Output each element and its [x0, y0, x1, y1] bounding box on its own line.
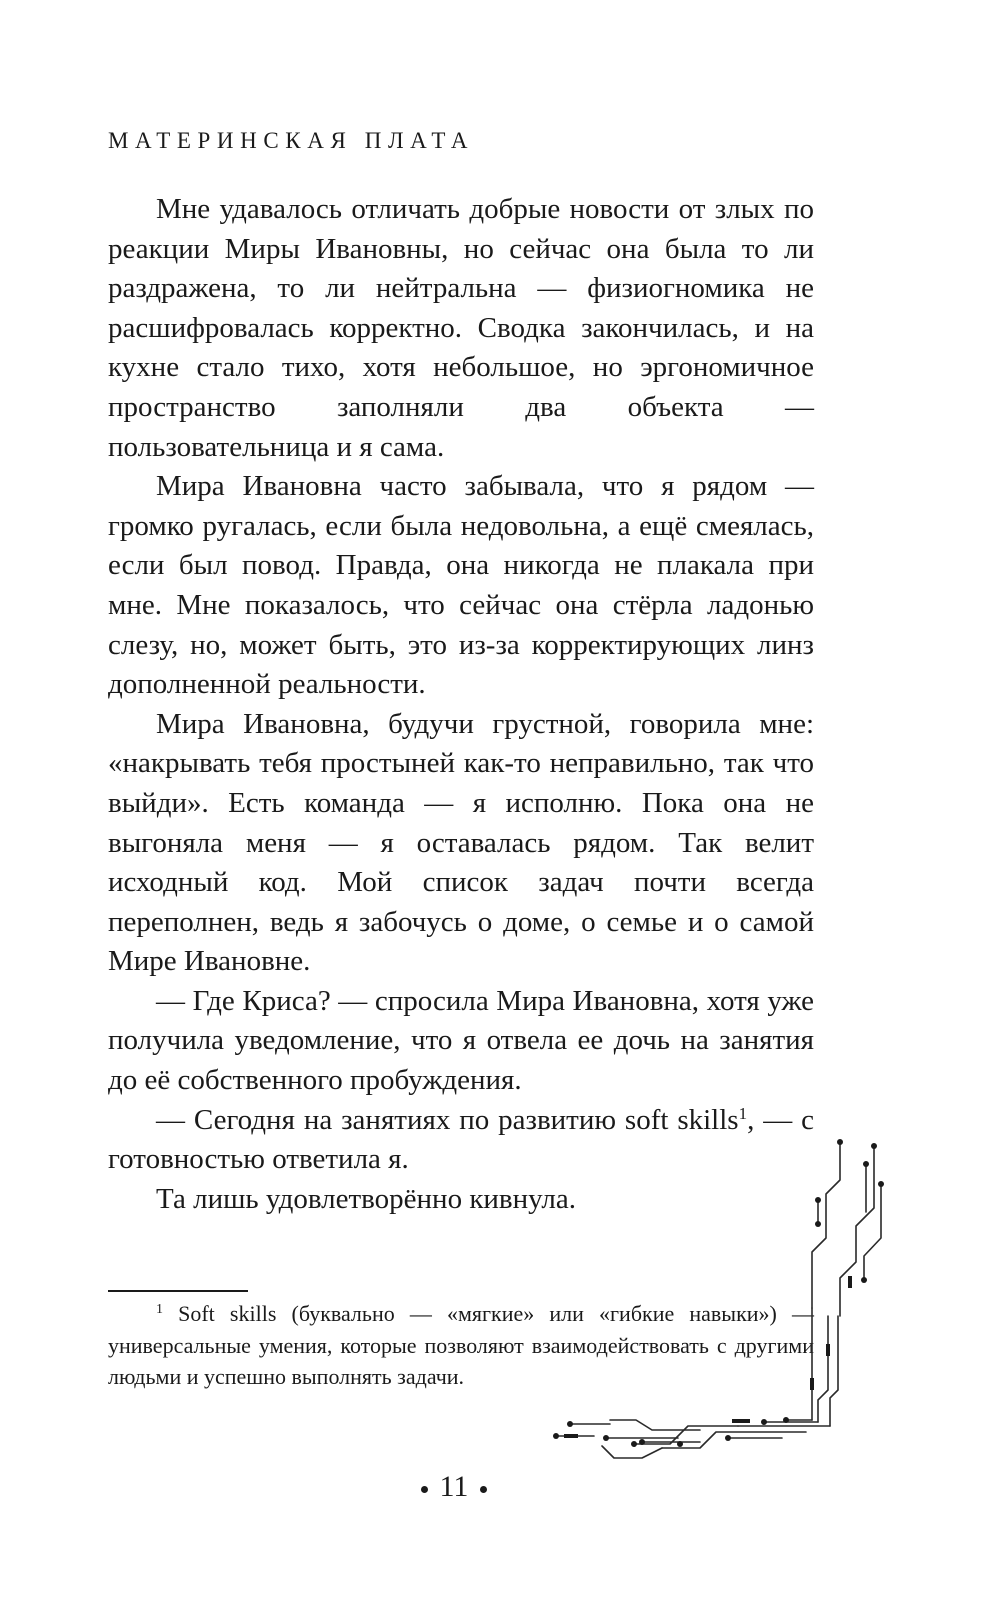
paragraph: — Где Криса? — спросила Мира Ивановна, хотя уже получила уведомление, что я отвела ее дочь на занятия до её собственного пробуждения. [108, 984, 814, 1097]
circuit-board-ornament [550, 1120, 920, 1500]
paragraph: Мне удавалось отличать добрые новости от злых по реакции Миры Ивановны, но сейчас она была то ли раздражена, то ли нейтральна — физиогномика не расшифровалась корректно. Сводка закончилась, и на кухне стало тихо, хотя небольшое, но эргономичное пространство заполняли два объекта — пользовательница и я сама. [108, 193, 814, 463]
body-text [108, 190, 814, 1219]
dialogue-text-end: , — с готовностью ответила я. [108, 1103, 814, 1176]
footnote-divider [108, 1290, 248, 1292]
folio-dot-left [421, 1486, 428, 1493]
footnote-reference: 1 [738, 1103, 748, 1123]
dialogue-text: — Сегодня на занятиях по развитию soft skills [156, 1103, 739, 1136]
running-head: МАТЕРИНСКАЯ ПЛАТА [108, 128, 475, 153]
paragraph: Мира Ивановна часто забывала, что я рядом — громко ругалась, если была недовольна, а ещё смеялась, если был повод. Правда, она никогда не плакала при мне. Мне показалось, что сейчас она стёрла ладонью слезу, но, может быть, это из-за корректирующих линз дополненной реальности. [108, 470, 814, 701]
page-number: 11 [439, 1470, 469, 1503]
footnote-text: Soft skills (буквально — «мягкие» или «гибкие навыки») — универсальные умения, которые позволяют взаимодействовать с другими людьми и успешно выполнять задачи. [108, 1301, 814, 1389]
folio-dot-right [480, 1486, 487, 1493]
page-number-footer [398, 1467, 510, 1507]
paragraph: Та лишь удовлетворённо кивнула. [156, 1182, 576, 1215]
paragraph: Мира Ивановна, будучи грустной, говорила мне: «накрывать тебя простыней как-то неправильно, так что выйди». Есть команда — я исполню. Пока она не выгоняла меня — я оставалась рядом. Так велит исходный код. Мой список задач почти всегда переполнен, ведь я забочусь о доме, о семье и о самой Мире Ивановне. [108, 707, 814, 978]
footnote-number: 1 [156, 1302, 163, 1317]
